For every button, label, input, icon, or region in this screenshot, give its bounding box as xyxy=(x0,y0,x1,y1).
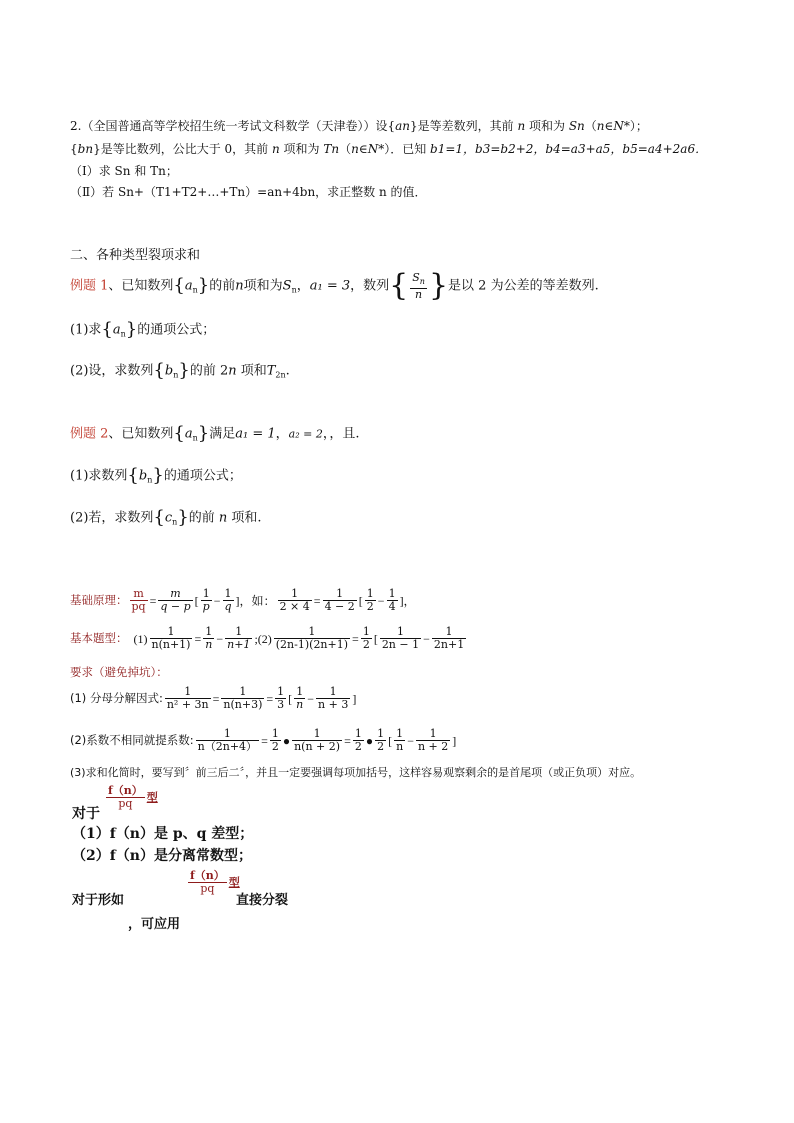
typeB-lead: 对于形如 xyxy=(72,893,125,908)
text: q xyxy=(224,600,232,613)
text: n∈N* xyxy=(596,119,630,133)
principle-label: 基础原理： xyxy=(70,593,128,607)
example1-line: 例题 1、已知数列$\{a_n\}$的前n项和为$S_n$，a₁ = 3，数列{ $\frac{S_n}{n}$ }是以 2 为公差的等差数列. xyxy=(70,268,599,303)
text: (2)若，求数列 xyxy=(70,510,154,526)
text: a xyxy=(184,278,193,294)
text: 2 xyxy=(271,740,279,753)
text: n xyxy=(296,698,304,711)
text: 是以 2 为公差的等差数列. xyxy=(448,278,599,294)
text: 的前 xyxy=(188,510,219,526)
text: 2 × 4 xyxy=(279,600,310,613)
text: 的前 2 xyxy=(189,363,229,379)
text: n xyxy=(205,638,213,651)
text: n xyxy=(271,142,280,156)
example2-label: 例题 2 xyxy=(70,426,109,442)
text: 、已知数列 xyxy=(108,278,174,294)
text: 4 − 2 xyxy=(324,600,355,613)
typeA-fraction xyxy=(104,785,158,810)
text: pq xyxy=(188,882,227,895)
basic-types-line: 基本题型： (1) $\frac{1}{n(n+1)}$ = $\frac{1}{n}$ − $\frac{1}{n+1}$ ;(2) $\frac{1}{(2n-1)(2n+1)}$ = $\frac{1}{2}$ [ $\frac{1}{2n - 1}$ − $\frac{1}{2n+1}$ xyxy=(70,625,465,651)
text: (1) xyxy=(133,631,148,646)
example2-line: 例题 2、已知数列$\{a_n\}$满足a₁ = 1，a₂ = 2，，且. xyxy=(70,423,360,444)
text: S xyxy=(282,278,292,294)
text: n（2n+4） xyxy=(197,740,258,753)
problem2-part2: （Ⅱ）若 Sn+（T1+T2+…+Tn）=an+4bn，求正整数 n 的值． xyxy=(70,185,427,199)
text: （ xyxy=(584,119,597,133)
text: (2n-1)(2n+1) xyxy=(275,638,349,651)
text: （ xyxy=(339,142,352,156)
text: Tn xyxy=(323,142,340,156)
text: n+1 xyxy=(227,638,251,651)
text: 1 xyxy=(202,587,210,600)
problem2-line2 xyxy=(70,141,707,157)
text: 2.（全国普通高等学校招生统一考试文科数学（天津卷））设{ xyxy=(70,119,396,133)
text: 2 xyxy=(377,740,385,753)
text: n xyxy=(396,740,404,753)
text: a₁ = 1 xyxy=(235,426,276,442)
text: 型 xyxy=(146,791,158,804)
text: 型 xyxy=(228,876,240,889)
typeA-item-1: （1）f（n）是 p、q 差型； xyxy=(72,826,254,842)
text: n + 2 xyxy=(417,740,449,753)
typeB-after: 直接分裂 xyxy=(236,893,289,908)
problem2-line1 xyxy=(70,118,648,134)
text: f（n） xyxy=(108,784,143,797)
text: b1=1，b3=b2+2，b4=a3+a5，b5=a4+2a6． xyxy=(430,142,708,156)
text: 项和为 xyxy=(525,119,569,133)
text: ，数列 xyxy=(350,278,390,294)
text: pq xyxy=(106,797,145,810)
text: an xyxy=(395,119,410,133)
text: n(n+1) xyxy=(151,638,191,651)
text: n xyxy=(410,288,427,301)
text: 3 xyxy=(277,698,285,711)
text: 项和为 xyxy=(279,142,324,156)
text: 项和为 xyxy=(243,278,283,294)
text: ，如： xyxy=(239,593,276,608)
text: 2n+1 xyxy=(433,638,465,651)
text: n∈N* xyxy=(351,142,385,156)
text: 的通项公式； xyxy=(163,468,242,484)
text: (1) 分母分解因式: xyxy=(70,691,163,705)
text: ， xyxy=(275,426,289,442)
text: 2n − 1 xyxy=(381,638,420,651)
text: 的前 xyxy=(209,278,236,294)
text: ，，且. xyxy=(322,426,360,442)
text: n(n+3) xyxy=(223,698,263,711)
text: 的通项公式； xyxy=(137,322,216,338)
text: 项和. xyxy=(227,510,262,526)
text: T xyxy=(266,363,276,379)
text: q − p xyxy=(160,600,191,613)
text: (2)设，求数列 xyxy=(70,363,154,379)
basic-label: 基本题型： xyxy=(70,631,128,645)
requirement-3: (3)求和化简时，要写到〞前三后二〞，并且一定要强调每项加括号，这样容易观察剩余的是首尾项（或正负项）对应。 xyxy=(70,766,642,779)
typeA-item-2: （2）f（n）是分离常数型； xyxy=(72,848,252,864)
text: m xyxy=(170,587,181,600)
example1-label: 例题 1 xyxy=(70,278,109,294)
text: n² + 3n xyxy=(166,698,209,711)
text: (1)求 xyxy=(70,322,102,338)
text: 满足 xyxy=(209,426,236,442)
text: 项和 xyxy=(236,363,267,379)
text: n xyxy=(218,510,228,526)
text: 4 xyxy=(388,600,396,613)
text: a₂ = 2 xyxy=(288,427,323,441)
example1-q2: (2)设，求数列$\{b_n\}$的前 2n 项和$T_{2n}$. xyxy=(70,360,290,381)
text: a₁ = 3 xyxy=(309,278,351,294)
requirement-2: (2)系数不相同就提系数: $\frac{1}{n(2n+4)}$ = $\frac{1}{2}$ ● $\frac{1}{n(n + 2)}$ = $\frac{1}{2}$ ● $\frac{1}{2}$ [ $\frac{1}{n}$ − $\frac{1}{n + 2}$ ] xyxy=(70,727,457,753)
text: f（n） xyxy=(190,869,225,882)
text: n xyxy=(228,363,237,379)
text: { xyxy=(70,142,78,156)
text: 、已知数列 xyxy=(108,426,174,442)
text: 2 xyxy=(366,600,374,613)
problem2-part1: （Ⅰ）求 Sn 和 Tn； xyxy=(70,164,178,178)
requirements-label: 要求（避免掉坑）： xyxy=(70,665,168,679)
text: Sn xyxy=(568,119,585,133)
text: }是等差数列，其前 xyxy=(409,119,518,133)
text: }是等比数列，公比大于 0，其前 xyxy=(93,142,272,156)
example1-q1: (1)求$\{a_n\}$的通项公式； xyxy=(70,319,216,340)
text: 2 xyxy=(362,638,370,651)
typeB-next: ，可应用 xyxy=(128,917,181,932)
text: m xyxy=(133,587,144,600)
text: pq xyxy=(131,600,146,613)
text: ;(2) xyxy=(254,631,272,646)
typeA-lead: 对于 xyxy=(72,806,100,822)
text: n xyxy=(517,119,526,133)
requirement-1: (1) 分母分解因式: $\frac{1}{\text{n² + 3n}}$ = $\frac{1}{n(n+3)}$ = $\frac{1}{3}$ [ $\frac{1}{n}$ − $\frac{1}{n + 3}$ ] xyxy=(70,685,357,711)
example2-q1: (1)求数列$\{b_n\}$的通项公式； xyxy=(70,465,242,486)
typeB-fraction xyxy=(186,870,240,895)
principle-line: 基础原理： $\frac{m}{pq}$ = $\frac{m}{q - p}$ [ $\frac{1}{p}$ − $\frac{1}{q}$ ]，如： $\frac{1}{2 \times 4}$ = $\frac{1}{4 - 2}$ [ $\frac{1}{2}$ − $\frac{1}{4}$ ]， xyxy=(70,587,416,613)
text: n xyxy=(235,278,244,294)
text: . xyxy=(285,363,290,379)
text: 2 xyxy=(354,740,362,753)
text: ）； xyxy=(629,119,648,133)
text: (1)求数列 xyxy=(70,468,128,484)
text: ， xyxy=(296,278,310,294)
example2-q2: (2)若，求数列$\{c_n\}$的前 n 项和. xyxy=(70,507,262,528)
section-title: 二、各种类型裂项求和 xyxy=(70,248,201,263)
text: S xyxy=(412,270,420,284)
text: n(n + 2) xyxy=(294,740,341,753)
text: (2)系数不相同就提系数: xyxy=(70,733,194,747)
text: ）．已知 xyxy=(384,142,431,156)
text: p xyxy=(202,600,210,613)
text: bn xyxy=(77,142,94,156)
text: 2n xyxy=(275,370,286,380)
text: n + 3 xyxy=(318,698,349,711)
